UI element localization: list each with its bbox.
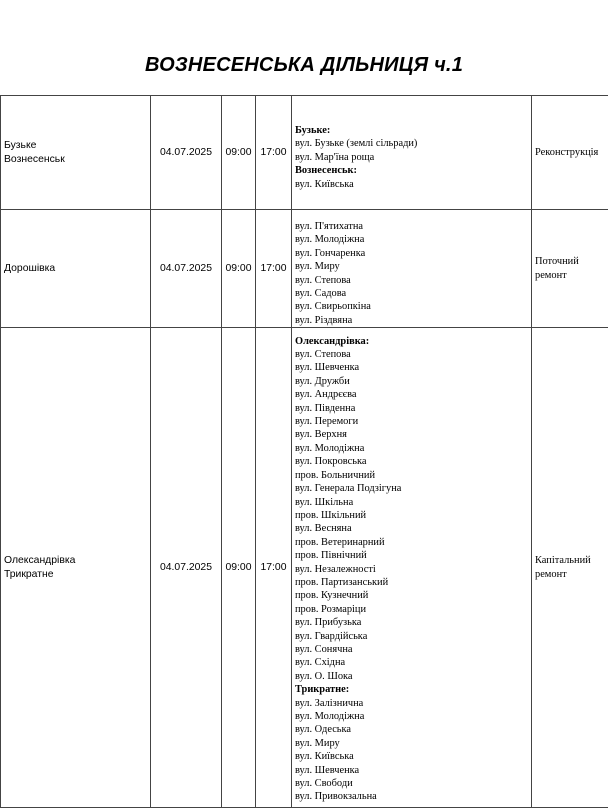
- area-name: Вознесенськ: [4, 153, 147, 166]
- street-item: вул. Степова: [295, 348, 528, 361]
- table-row: [1, 210, 608, 328]
- street-item: вул. Молодіжна: [295, 710, 528, 723]
- locality-heading: Бузьке:: [295, 124, 528, 137]
- locality-heading: Вознесенськ:: [295, 164, 528, 177]
- table-row: [1, 96, 608, 210]
- area-name: Дорошівка: [4, 262, 147, 275]
- street-item: пров. Кузнечний: [295, 589, 528, 602]
- street-item: вул. Бузьке (землі сільради): [295, 137, 528, 150]
- street-item: вул. Миру: [295, 260, 528, 273]
- street-item: пров. Партизанський: [295, 576, 528, 589]
- street-item: вул. Мар'їна роща: [295, 151, 528, 164]
- end-time-cell: 17:00: [256, 210, 292, 328]
- area-cell: [1, 210, 151, 328]
- street-item: вул. Гончаренка: [295, 247, 528, 260]
- page-title: ВОЗНЕСЕНСЬКА ДІЛЬНИЦЯ ч.1: [0, 54, 608, 77]
- street-item: вул. Андрєєва: [295, 388, 528, 401]
- street-item: вул. Одеська: [295, 723, 528, 736]
- area-cell: [1, 96, 151, 210]
- street-item: вул. Київська: [295, 178, 528, 191]
- date-cell: 04.07.2025: [151, 96, 222, 210]
- street-item: пров. Ветеринарний: [295, 536, 528, 549]
- street-item: вул. Весняна: [295, 522, 528, 535]
- streets-cell: [292, 210, 532, 328]
- street-item: вул. Гвардійська: [295, 630, 528, 643]
- street-item: вул. Верхня: [295, 428, 528, 441]
- street-item: вул. Прибузька: [295, 616, 528, 629]
- street-item: вул. Свободи: [295, 777, 528, 790]
- start-time-cell: 09:00: [222, 96, 256, 210]
- street-item: вул. Різдвяна: [295, 314, 528, 327]
- street-item: вул. П'ятихатна: [295, 220, 528, 233]
- locality-heading: Олександрівка:: [295, 335, 528, 348]
- date-cell: 04.07.2025: [151, 210, 222, 328]
- street-item: вул. Незалежності: [295, 563, 528, 576]
- street-item: вул. Садова: [295, 287, 528, 300]
- area-name: Олександрівка: [4, 554, 147, 567]
- street-item: вул. Київська: [295, 750, 528, 763]
- street-item: пров. Розмарiци: [295, 603, 528, 616]
- area-name: Бузьке: [4, 139, 147, 152]
- street-item: вул. Молодіжна: [295, 233, 528, 246]
- street-item: вул. Степова: [295, 274, 528, 287]
- street-item: вул. Покровська: [295, 455, 528, 468]
- area-name: Трикратне: [4, 568, 147, 581]
- start-time-cell: 09:00: [222, 210, 256, 328]
- street-item: вул. Східна: [295, 656, 528, 669]
- streets-cell: [292, 96, 532, 210]
- street-item: вул. О. Шока: [295, 670, 528, 683]
- locality-heading: Трикратне:: [295, 683, 528, 696]
- street-item: вул. Шевченка: [295, 361, 528, 374]
- street-item: вул. Молодіжна: [295, 442, 528, 455]
- date-cell: 04.07.2025: [151, 328, 222, 808]
- work-type-cell: Поточний ремонт: [532, 210, 608, 328]
- street-item: вул. Залізнична: [295, 697, 528, 710]
- street-item: вул. Південна: [295, 402, 528, 415]
- area-cell: [1, 328, 151, 808]
- streets-cell: [292, 328, 532, 808]
- work-type-cell: Капітальний ремонт: [532, 328, 608, 808]
- street-item: пров. Північний: [295, 549, 528, 562]
- end-time-cell: 17:00: [256, 96, 292, 210]
- street-item: вул. Перемоги: [295, 415, 528, 428]
- table-row: [1, 328, 608, 808]
- street-item: вул. Генерала Подзігуна: [295, 482, 528, 495]
- street-item: пров. Шкільний: [295, 509, 528, 522]
- start-time-cell: 09:00: [222, 328, 256, 808]
- end-time-cell: 17:00: [256, 328, 292, 808]
- street-item: вул. Привокзальна: [295, 790, 528, 803]
- street-item: вул. Шкільна: [295, 496, 528, 509]
- street-item: вул. Миру: [295, 737, 528, 750]
- work-type-cell: Реконструкція: [532, 96, 608, 210]
- street-item: вул. Свирьопкіна: [295, 300, 528, 313]
- street-item: вул. Сонячна: [295, 643, 528, 656]
- outage-schedule-table: [0, 95, 608, 808]
- street-item: вул. Дружби: [295, 375, 528, 388]
- street-item: пров. Больничний: [295, 469, 528, 482]
- street-item: вул. Шевченка: [295, 764, 528, 777]
